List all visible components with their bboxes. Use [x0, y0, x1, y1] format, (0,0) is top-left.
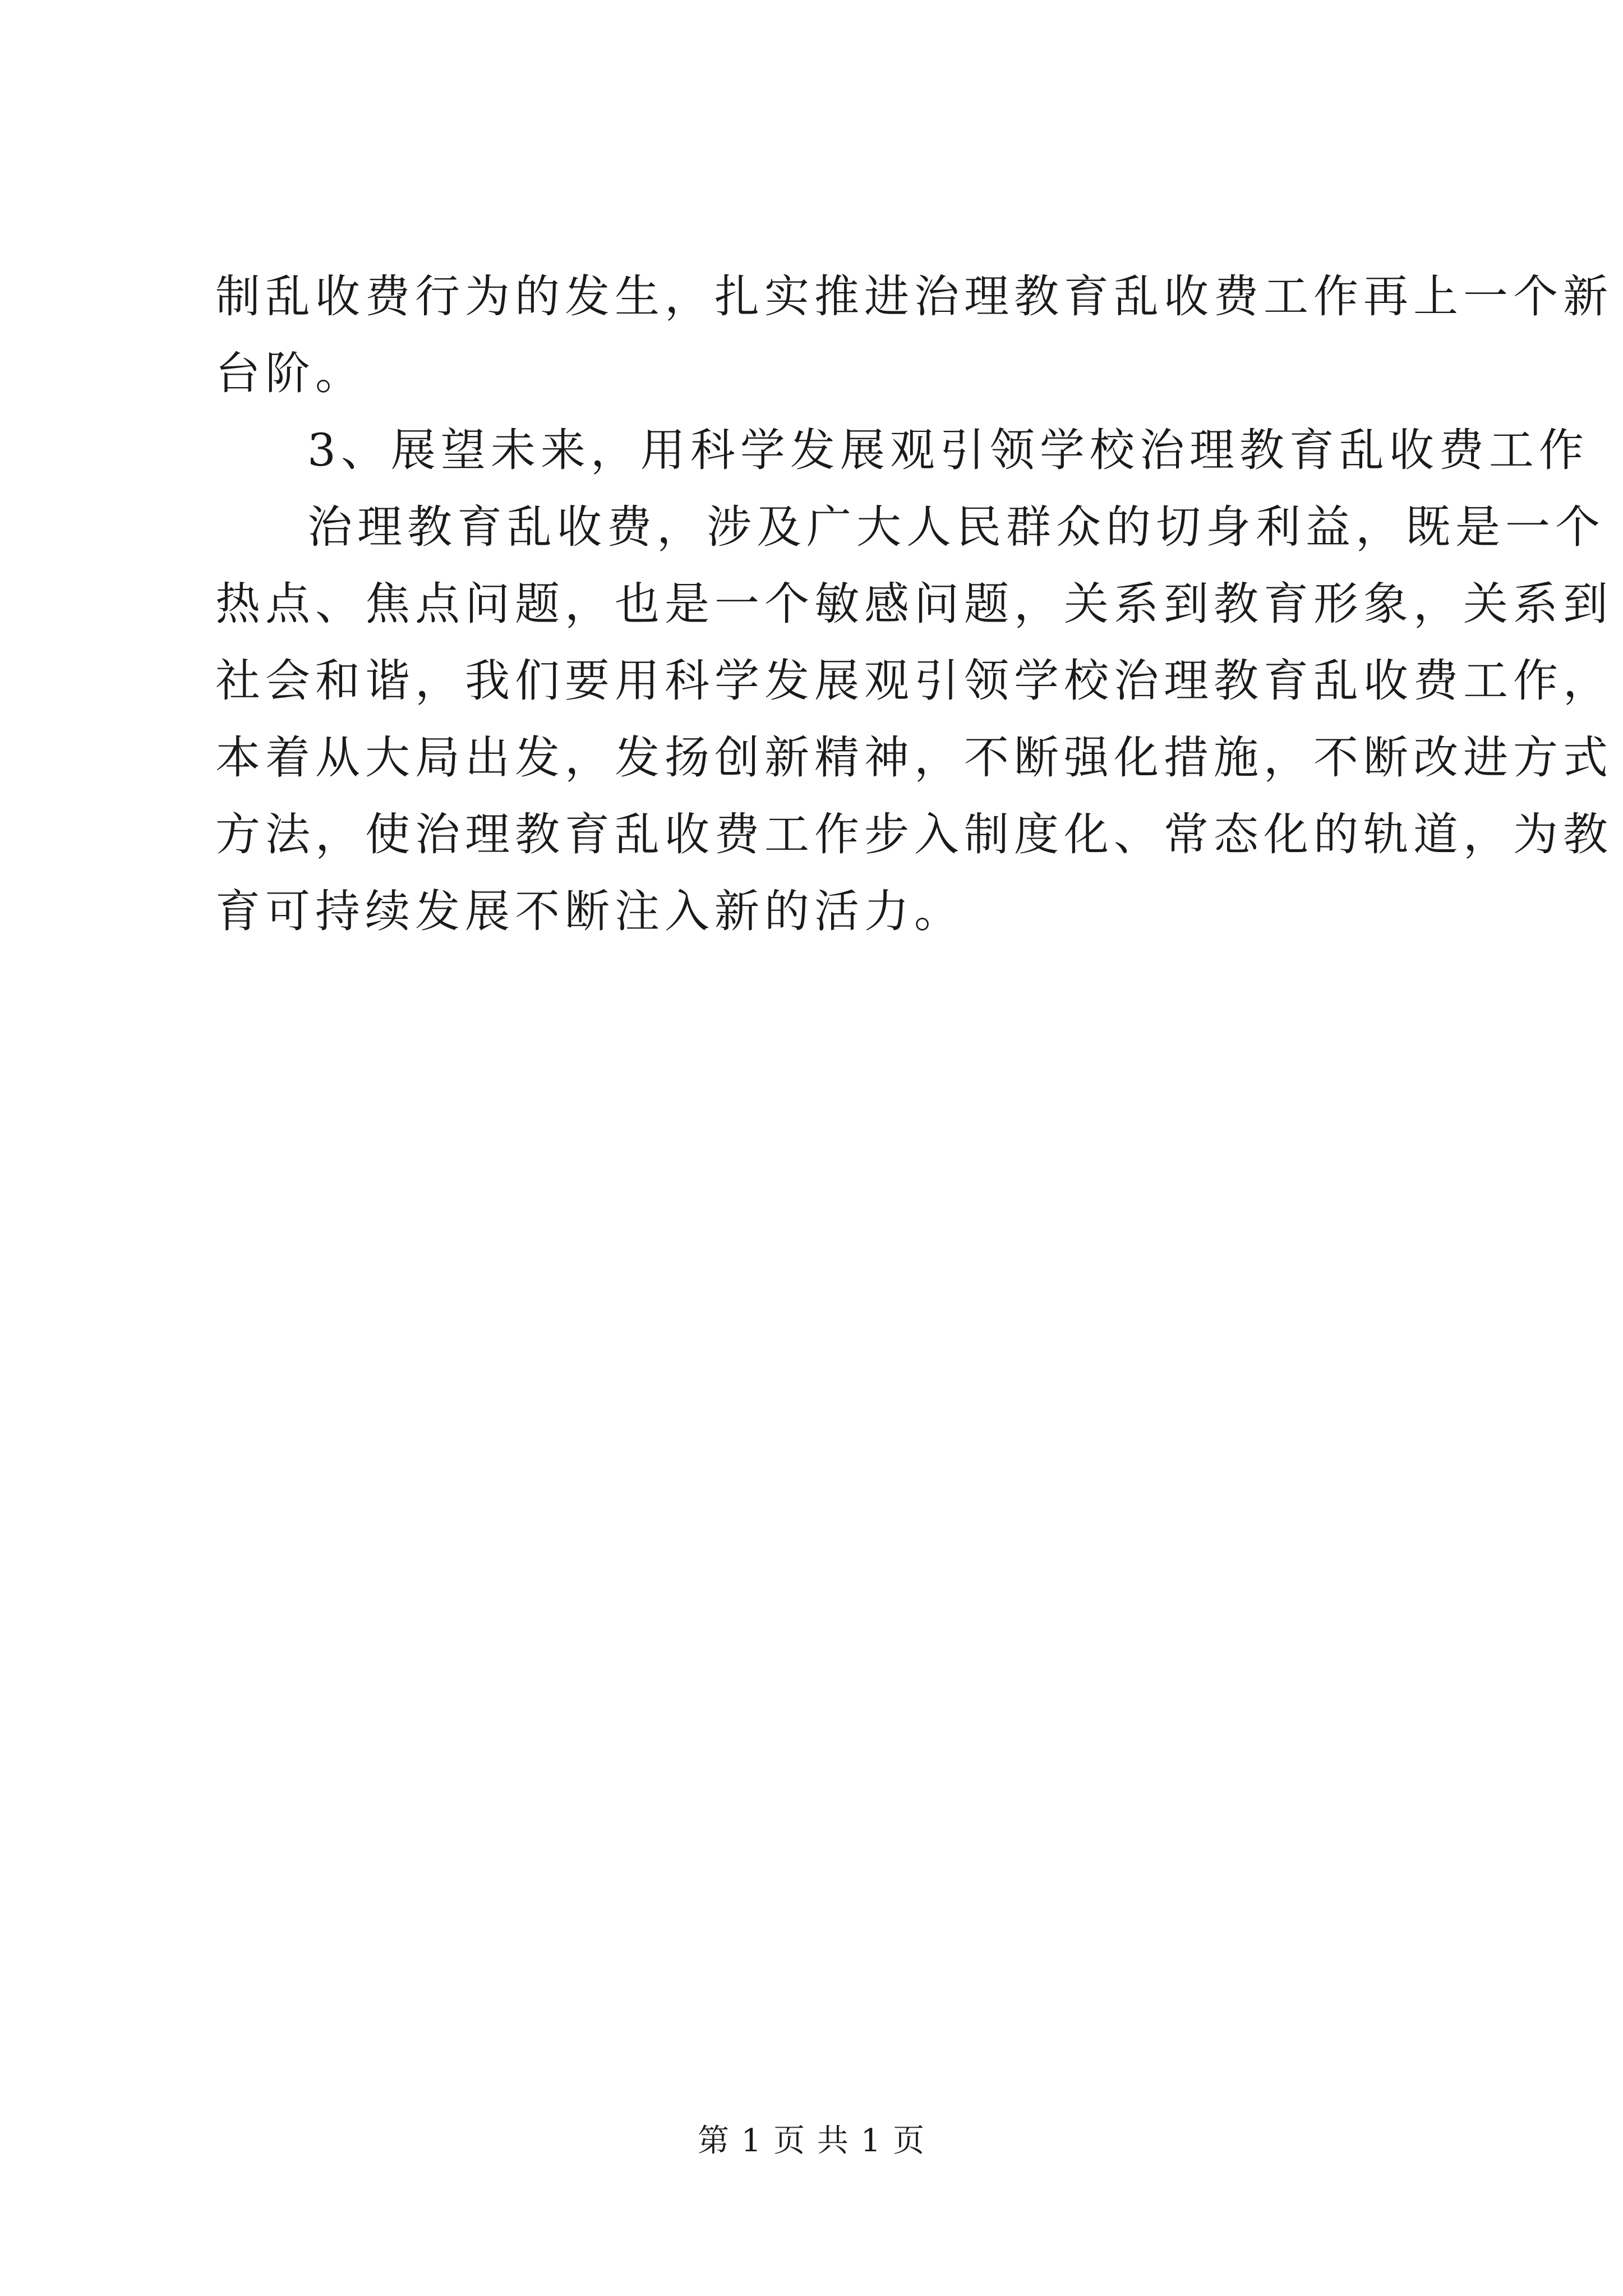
body-line-6: 社会和谐，我们要用科学发展观引领学校治理教育乱收费工作，: [215, 655, 1613, 707]
document-body: [215, 258, 1613, 950]
page-footer: [0, 2122, 1623, 2161]
body-line-5: 热点、焦点问题，也是一个敏感问题，关系到教育形象，关系到: [215, 578, 1613, 630]
body-line-2: 台阶。: [215, 347, 365, 399]
body-line-8: 方法，使治理教育乱收费工作步入制度化、常态化的轨道，为教: [215, 808, 1613, 861]
page-number-label: 第 1 页 共 1 页: [697, 2123, 926, 2159]
section-heading: 3、展望未来，用科学发展观引领学校治理教育乱收费工作: [307, 424, 1589, 476]
body-line-4: 治理教育乱收费，涉及广大人民群众的切身利益，既是一个: [307, 501, 1605, 553]
body-line-7: 本着从大局出发，发扬创新精神，不断强化措施，不断改进方式: [215, 731, 1613, 784]
body-line-1: 制乱收费行为的发生，扎实推进治理教育乱收费工作再上一个新: [215, 270, 1613, 323]
body-line-9: 育可持续发展不断注入新的活力。: [215, 885, 964, 937]
